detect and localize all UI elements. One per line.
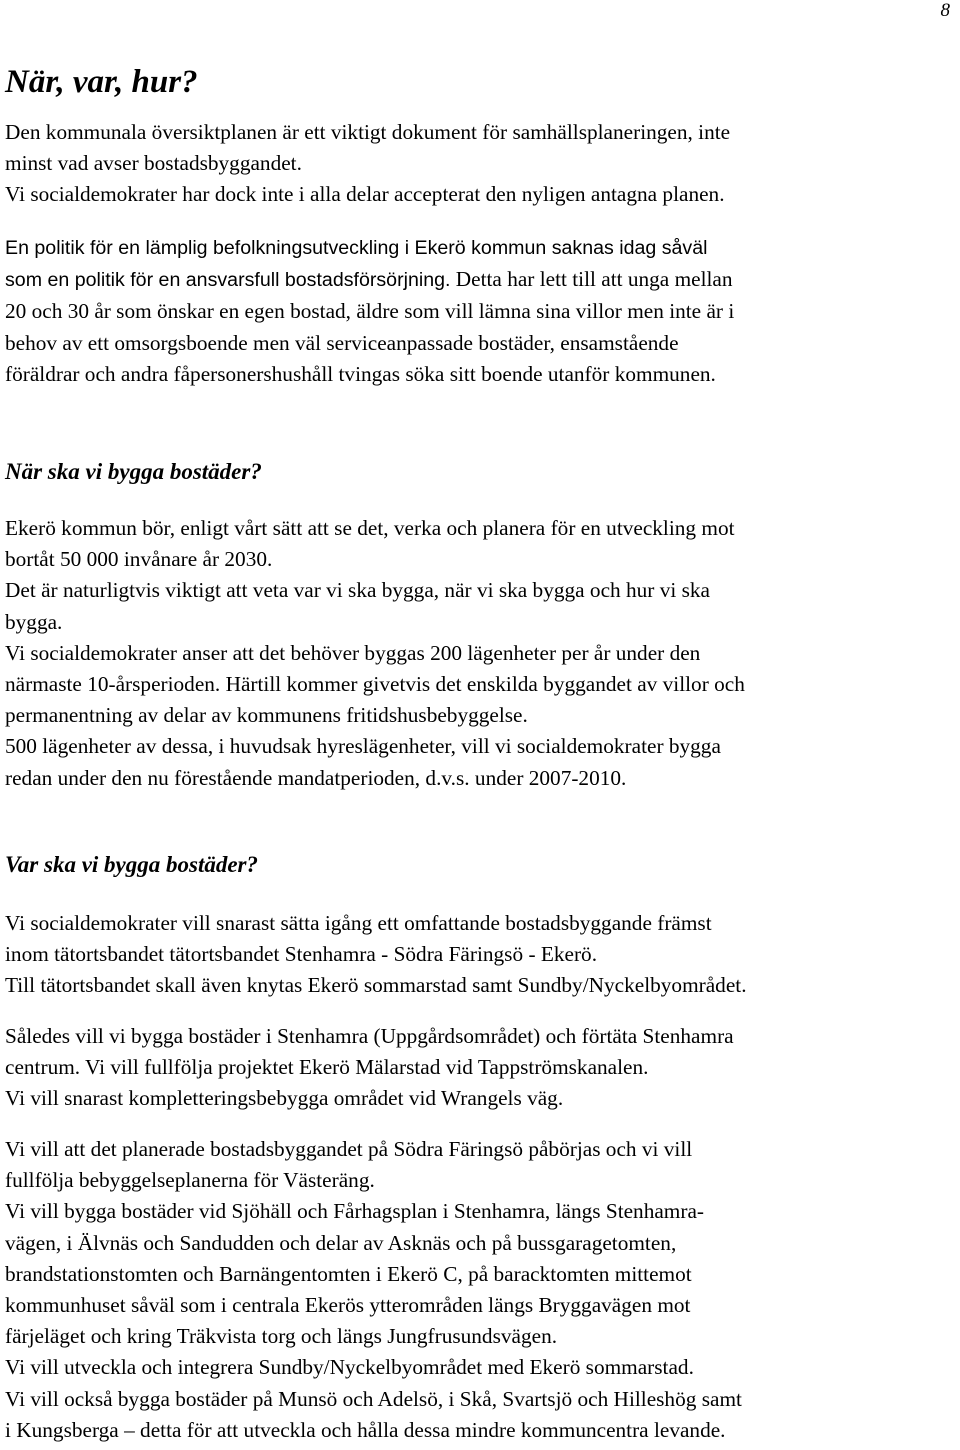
text-line: bortåt 50 000 invånare år 2030. (5, 547, 273, 572)
text-line: Ekerö kommun bör, enligt vårt sätt att se det, verka och planera för en utveckling mot (5, 516, 735, 540)
text-line: närmaste 10-årsperioden. Härtill kommer givetvis det enskilda byggandet av villor och (5, 672, 745, 697)
text-line: minst vad avser bostadsbyggandet. (5, 151, 302, 176)
text-line: bygga. (5, 609, 63, 634)
text-line: Vi socialdemokrater anser att det behöver byggas 200 lägenheter per år under den (5, 640, 701, 665)
text-line: vägen, i Älvnäs och Sandudden och delar av Asknäs och på bussgaragetomten, (5, 1230, 677, 1255)
text-line: fullfölja bebyggelseplanerna för Västeräng. (5, 1168, 375, 1193)
text-line: permanentning av delar av kommunens fritidshusbebyggelse. (5, 703, 528, 728)
section-heading-where: Var ska vi bygga bostäder? (5, 852, 258, 877)
text-line: i Kungsberga – detta för att utveckla och hålla dessa mindre kommuncentra levande. (5, 1417, 726, 1442)
text-line: En politik för en lämplig befolkningsutveckling i Ekerö kommun saknas idag såväl (5, 237, 708, 259)
text-line: Vi socialdemokrater vill snarast sätta igång ett omfattande bostadsbyggande främst (5, 911, 712, 935)
text-line: 500 lägenheter av dessa, i huvudsak hyreslägenheter, vill vi socialdemokrater bygga (5, 734, 721, 759)
paragraph-intro-b (5, 233, 734, 390)
text-line: redan under den nu förestående mandatperioden, d.v.s. under 2007-2010. (5, 765, 627, 790)
section-heading-intro: När, var, hur? (5, 64, 198, 100)
text-line: 20 och 30 år som önskar en egen bostad, äldre som vill lämna sina villor men inte är i (5, 299, 735, 324)
page-number: 8 (940, 0, 950, 21)
text-line: kommunhuset såväl som i centrala Ekerös ytterområden längs Bryggavägen mot (5, 1293, 691, 1318)
text-line: Således vill vi bygga bostäder i Stenhamra (Uppgårdsområdet) och förtäta Stenhamra (5, 1024, 734, 1048)
paragraph-intro-a (5, 117, 730, 211)
paragraph-when (5, 513, 745, 794)
text-line: färjeläget och kring Träkvista torg och längs Jungfrusundsvägen. (5, 1324, 558, 1349)
text-line: Vi vill utveckla och integrera Sundby/Nyckelbyområdet med Ekerö sommarstad. (5, 1355, 694, 1380)
text-line: centrum. Vi vill fullfölja projektet Ekerö Mälarstad vid Tappströmskanalen. (5, 1055, 649, 1080)
section-heading-when: När ska vi bygga bostäder? (5, 459, 262, 484)
text-line: Det är naturligtvis viktigt att veta var vi ska bygga, när vi ska bygga och hur vi ska (5, 578, 710, 603)
text-line: brandstationstomten och Barnängentomten i Ekerö C, på baracktomten mittemot (5, 1261, 692, 1286)
text-line: Den kommunala översiktplanen är ett viktigt dokument för samhällsplaneringen, inte (5, 120, 731, 144)
paragraph-where-1 (5, 908, 747, 1002)
paragraph-where-3 (5, 1134, 742, 1446)
text-line: Vi socialdemokrater har dock inte i alla delar accepterat den nyligen antagna planen. (5, 182, 725, 207)
paragraph-where-2 (5, 1021, 734, 1115)
text-line: inom tätortsbandet tätortsbandet Stenhamra - Södra Färingsö - Ekerö. (5, 942, 598, 967)
text-line: Vi vill bygga bostäder vid Sjöhäll och Fårhagsplan i Stenhamra, längs Stenhamra- (5, 1199, 705, 1224)
text-line: Vi vill också bygga bostäder på Munsö och Adelsö, i Skå, Svartsjö och Hilleshög samt (5, 1386, 742, 1411)
text-line: behov av ett omsorgsboende men väl serviceanpassade bostäder, ensamstående (5, 330, 679, 355)
text-span-sans: som en politik för en ansvarsfull bostadsförsörjning. (5, 269, 451, 292)
text-line: Vi vill att det planerade bostadsbyggandet på Södra Färingsö påbörjas och vi vill (5, 1137, 693, 1161)
text-line: Vi vill snarast kompletteringsbebygga området vid Wrangels väg. (5, 1086, 564, 1111)
text-line: föräldrar och andra fåpersonershushåll tvingas söka sitt boende utanför kommunen. (5, 361, 716, 386)
text-span-serif: Detta har lett till att unga mellan (450, 267, 733, 292)
text-line: Till tätortsbandet skall även knytas Ekerö sommarstad samt Sundby/Nyckelbyområdet. (5, 973, 747, 998)
text-line (5, 264, 734, 296)
